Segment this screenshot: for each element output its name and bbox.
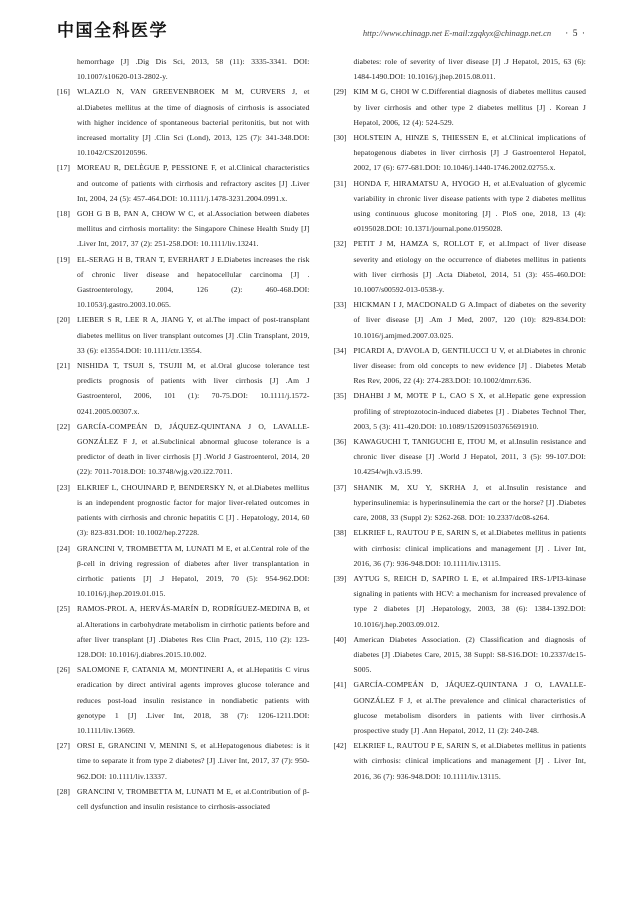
reference-number: [37]: [333, 482, 347, 492]
reference-number: [31]: [333, 178, 347, 188]
reference-number: [16]: [57, 87, 71, 97]
reference-number: [38]: [333, 528, 347, 538]
reference-number: [35]: [333, 391, 347, 401]
reference-item: [30] HOLSTEIN A, HINZE S, THIESSEN E, et al.Clinical implications of hepatogenous diabetes in liver cirrhosis [J] .J Gastroenterol Hepatol, 2002, 17 (6): 677-681.DOI: 10.1046/j.1440-1746.2002.02755.x.: [334, 130, 587, 176]
reference-number: [27]: [57, 741, 71, 751]
reference-number: [18]: [57, 209, 71, 219]
references-column-right: [334, 54, 587, 814]
reference-number: [25]: [57, 604, 71, 614]
reference-item: [32] PETIT J M, HAMZA S, ROLLOT F, et al.Impact of liver disease severity and etiology on the occurrence of diabetes mellitus in patients with liver cirrhosis [J] .Acta Diabetol, 2014, 51 (3): 455-460.DOI: 10.1007/s00592-013-0538-y.: [334, 236, 587, 297]
reference-item: [29] KIM M G, CHOI W C.Differential diagnosis of diabetes mellitus caused by liver cirrhosis and other type 2 diabetes mellitus [J] . Korean J Hepatol, 2006, 12 (4): 524-529.: [334, 84, 587, 130]
reference-item: [16] WLAZLO N, VAN GREEVENBROEK M M, CURVERS J, et al.Diabetes mellitus at the time of diagnosis of cirrhosis is associated with higher incidence of spontaneous bacterial peritonitis, but not with increased mortality [J] .Clin Sci (Lond), 2013, 125 (7): 341-348.DOI: 10.1042/CS20120596.: [57, 84, 310, 160]
page-number: · 5 ·: [565, 29, 586, 39]
reference-number: [21]: [57, 361, 71, 371]
reference-item: [24] GRANCINI V, TROMBETTA M, LUNATI M E, et al.Central role of the β-cell in driving regression of diabetes after liver transplantation in cirrhotic patients [J] .J Hepatol, 2019, 70 (5): 954-962.DOI: 10.1016/j.jhep.2019.01.015.: [57, 541, 310, 602]
reference-number: [42]: [333, 741, 347, 751]
reference-item: [17] MOREAU R, DELÈGUE P, PESSIONE F, et al.Clinical characteristics and outcome of patients with cirrhosis and refractory ascites [J] .Liver Int, 2004, 24 (5): 457-464.DOI: 10.1111/j.1478-3231.2004.0991.x.: [57, 160, 310, 206]
reference-number: [33]: [333, 300, 347, 310]
reference-number: [40]: [333, 634, 347, 644]
reference-item: [34] PICARDI A, D'AVOLA D, GENTILUCCI U V, et al.Diabetes in chronic liver disease: from old concepts to new evidence [J] . Diabetes Metab Res Rev, 2006, 22 (4): 274-283.DOI: 10.1002/dmrr.636.: [334, 343, 587, 389]
reference-number: [39]: [333, 573, 347, 583]
reference-number: [20]: [57, 315, 71, 325]
reference-number: [17]: [57, 163, 71, 173]
reference-item: [33] HICKMAN I J, MACDONALD G A.Impact of diabetes on the severity of liver disease [J] .Am J Med, 2007, 120 (10): 829-834.DOI: 10.1016/j.amjmed.2007.03.025.: [334, 297, 587, 343]
references-columns: [57, 54, 586, 814]
reference-number: [24]: [57, 543, 71, 553]
reference-number: [23]: [57, 482, 71, 492]
reference-item: [42] ELKRIEF L, RAUTOU P E, SARIN S, et al.Diabetes mellitus in patients with cirrhosis: clinical implications and management [J] . Liver Int, 2016, 36 (7): 936-948.DOI: 10.1111/liv.13115.: [334, 738, 587, 784]
reference-item: [26] SALOMONE F, CATANIA M, MONTINERI A, et al.Hepatitis C virus eradication by direct antiviral agents improves glucose tolerance and reduces post-load insulin resistance in nondiabetic patients with genotype 1 [J] .Liver Int, 2018, 38 (7): 1206-1211.DOI: 10.1111/liv.13669.: [57, 662, 310, 738]
reference-item: [28] GRANCINI V, TROMBETTA M, LUNATI M E, et al.Contribution of β-cell dysfunction and insulin resistance to cirrhosis-associated: [57, 784, 310, 814]
reference-item: [25] RAMOS-PROL A, HERVÁS-MARÍN D, RODRÍGUEZ-MEDINA B, et al.Alterations in carbohydrate metabolism in cirrhotic patients before and after liver transplant [J] .Diabetes Res Clin Pract, 2015, 110 (2): 123-128.DOI: 10.1016/j.diabres.2015.10.002.: [57, 601, 310, 662]
page-header: [57, 16, 586, 41]
reference-number: [30]: [333, 133, 347, 143]
reference-item: hemorrhage [J] .Dig Dis Sci, 2013, 58 (11): 3335-3341. DOI: 10.1007/s10620-013-2802-y.: [77, 57, 310, 82]
references-column-left: [57, 54, 310, 814]
reference-number: [41]: [333, 680, 347, 690]
reference-number: [28]: [57, 786, 71, 796]
reference-item: [18] GOH G B B, PAN A, CHOW W C, et al.Association between diabetes mellitus and cirrhosis mortality: the Singapore Chinese Health Study [J] .Liver Int, 2017, 37 (2): 251-258.DOI: 10.1111/liv.13241.: [57, 206, 310, 252]
reference-item: [22] GARCÍA-COMPEÁN D, JÁQUEZ-QUINTANA J O, LAVALLE-GONZÁLEZ F J, et al.Subclinical abnormal glucose tolerance is a predictor of death in liver cirrhosis [J] .World J Gastroenterol, 2014, 20 (22): 7011-7018.DOI: 10.3748/wjg.v20.i22.7011.: [57, 419, 310, 480]
header-right: [363, 28, 586, 39]
reference-item: [31] HONDA F, HIRAMATSU A, HYOGO H, et al.Evaluation of glycemic variability in chronic liver disease patients with type 2 diabetes mellitus using continuous glucose monitoring [J] . PloS one, 2018, 13 (4): e0195028.DOI: 10.1371/journal.pone.0195028.: [334, 176, 587, 237]
reference-item: [36] KAWAGUCHI T, TANIGUCHI E, ITOU M, et al.Insulin resistance and chronic liver disease [J] .World J Hepatol, 2011, 3 (5): 99-107.DOI: 10.4254/wjh.v3.i5.99.: [334, 434, 587, 480]
reference-item: [35] DHAHBI J M, MOTE P L, CAO S X, et al.Hepatic gene expression profiling of streptozotocin-induced diabetes [J] . Diabetes Technol Ther, 2003, 5 (3): 411-420.DOI: 10.1089/152091503765691910.: [334, 388, 587, 434]
reference-number: [36]: [333, 437, 347, 447]
reference-item: [27] ORSI E, GRANCINI V, MENINI S, et al.Hepatogenous diabetes: is it time to separate it from type 2 diabetes? [J] .Liver Int, 2017, 37 (7): 950-962.DOI: 10.1111/liv.13337.: [57, 738, 310, 784]
reference-number: [22]: [57, 421, 71, 431]
journal-site-info: http://www.chinagp.net E-mail:zgqkyx@chinagp.net.cn: [362, 28, 552, 38]
reference-item: [19] EL-SERAG H B, TRAN T, EVERHART J E.Diabetes increases the risk of chronic liver disease and hepatocellular carcinoma [J] . Gastroenterology, 2004, 126 (2): 460-468.DOI: 10.1053/j.gastro.2003.10.065.: [57, 252, 310, 313]
reference-item: [21] NISHIDA T, TSUJI S, TSUJII M, et al.Oral glucose tolerance test predicts prognosis of patients with liver cirrhosis [J] .Am J Gastroenterol, 2006, 101 (1): 70-75.DOI: 10.1111/j.1572-0241.2005.00307.x.: [57, 358, 310, 419]
reference-item: [39] AYTUG S, REICH D, SAPIRO L E, et al.Impaired IRS-1/PI3-kinase signaling in patients with HCV: a mechanism for increased prevalence of type 2 diabetes [J] .Hepatology, 2003, 38 (6): 1384-1392.DOI: 10.1016/j.hep.2003.09.012.: [334, 571, 587, 632]
reference-number: [26]: [57, 665, 71, 675]
reference-number: [19]: [57, 254, 71, 264]
reference-number: [34]: [333, 345, 347, 355]
reference-item: [20] LIEBER S R, LEE R A, JIANG Y, et al.The impact of post-transplant diabetes mellitus on liver transplant outcomes [J] .Clin Transplant, 2019, 33 (6): e13554.DOI: 10.1111/ctr.13554.: [57, 312, 310, 358]
reference-item: [40] American Diabetes Association. (2) Classification and diagnosis of diabetes [J] .Diabetes Care, 2015, 38 Suppl: S8-S16.DOI: 10.2337/dc15-S005.: [334, 632, 587, 678]
reference-item: [38] ELKRIEF L, RAUTOU P E, SARIN S, et al.Diabetes mellitus in patients with cirrhosis: clinical implications and management [J] . Liver Int, 2016, 36 (7): 936-948.DOI: 10.1111/liv.13115.: [334, 525, 587, 571]
reference-number: [32]: [333, 239, 347, 249]
reference-number: [29]: [333, 87, 347, 97]
reference-item: [41] GARCÍA-COMPEÁN D, JÁQUEZ-QUINTANA J O, LAVALLE-GONZÁLEZ F J, et al.The prevalence and clinical characteristics of glucose metabolism disorders in patients with liver cirrhosis.A prospective study [J] .Ann Hepatol, 2012, 11 (2): 240-248.: [334, 677, 587, 738]
journal-name: 中国全科医学: [57, 21, 168, 40]
reference-item: [37] SHANIK M, XU Y, SKRHA J, et al.Insulin resistance and hyperinsulinemia: is hyperinsulinemia the cart or the horse? [J] .Diabetes care, 2008, 33 (Suppl 2): S262-268. DOI: 10.2337/dc08-s264.: [334, 480, 587, 526]
reference-item: diabetes: role of severity of liver disease [J] .J Hepatol, 2015, 63 (6): 1484-1490.DOI: 10.1016/j.jhep.2015.08.011.: [353, 57, 586, 82]
reference-item: [23] ELKRIEF L, CHOUINARD P, BENDERSKY N, et al.Diabetes mellitus is an independent prognostic factor for major liver-related outcomes in patients with cirrhosis and chronic hepatitis C [J] . Hepatology, 2014, 60 (3): 823-831.DOI: 10.1002/hep.27228.: [57, 480, 310, 541]
